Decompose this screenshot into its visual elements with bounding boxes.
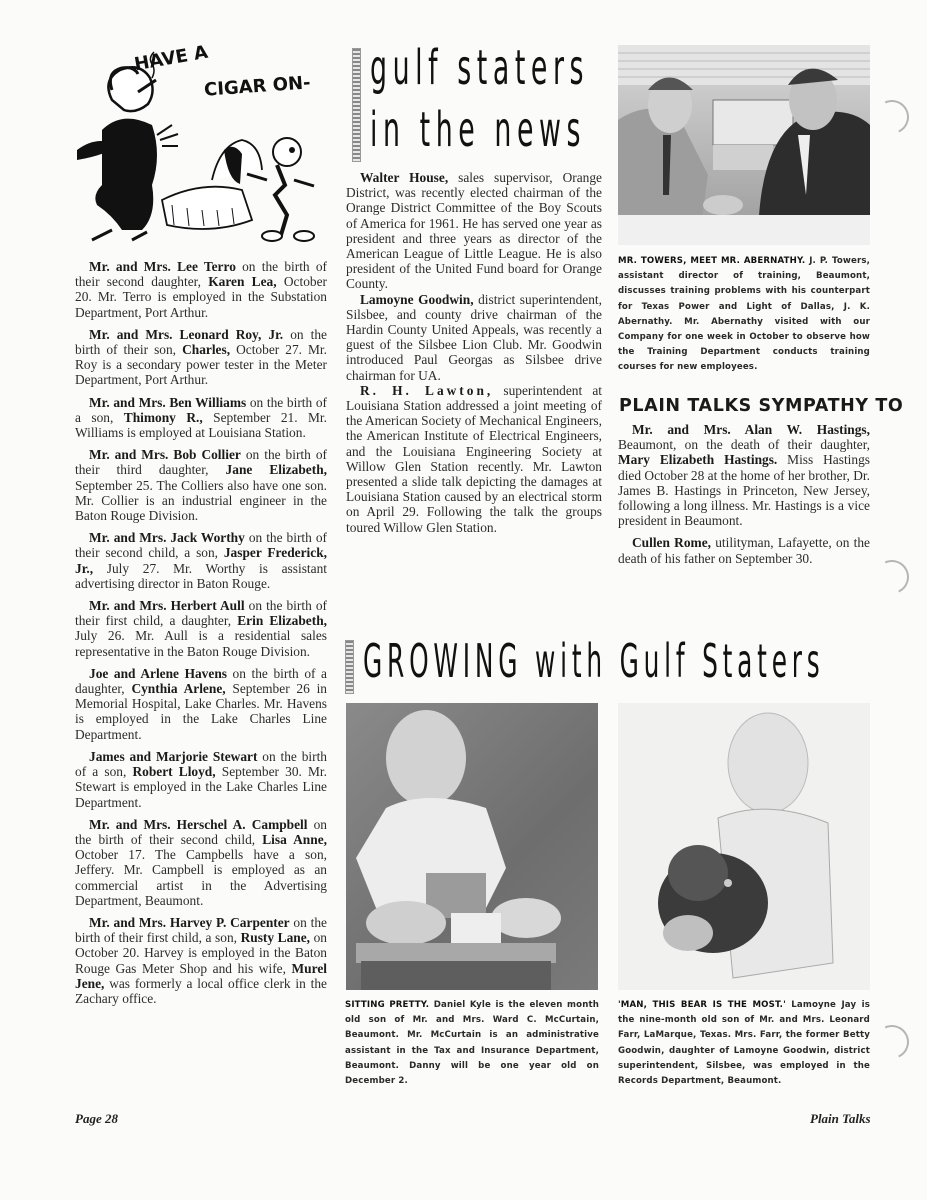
baby-on-chair-photo-icon [346, 703, 598, 990]
birth-announcement: James and Marjorie Stewart on the birth of a son, Robert Lloyd, September 30. Mr. Stewart is employed in the Lake Charles Line Department. [75, 748, 327, 810]
birth-announcement: Joe and Arlene Havens on the birth of a daughter, Cynthia Arlene, September 26 in Memorial Hospital, Lake Charles. Mr. Havens is employed in the Lake Charles Line Department. [75, 665, 327, 742]
growing-decorative-bar [345, 640, 354, 694]
cartoon-illustration [72, 40, 332, 250]
birth-announcement: Mr. and Mrs. Herschel A. Campbell on the birth of their second child, Lisa Anne, October 17. The Campbells have a son, Jeffery. Mr. Campbell is employed as an commercial artist in the Advertising Department, Beaumont. [75, 816, 327, 908]
birth-announcement: Mr. and Mrs. Harvey P. Carpenter on the birth of their first child, a son, Rusty Lane, on October 20. Harvey is employed in the Baton Rouge Gas Meter Shop and his wife, Murel Jene, was formerly a local office clerk in the Zachary office. [75, 914, 327, 1006]
baby-photo-sitting-pretty [346, 703, 598, 990]
towers-abernathy-photo [618, 45, 870, 245]
page-number: Page 28 [75, 1111, 118, 1126]
binder-hole-mark [870, 95, 914, 139]
news-item: Lamoyne Goodwin, district superintendent, Silsbee, and county drive chairman of the Hardin County United Appeals, was recently a guest of the Silsbee Lion Club. Mr. Goodwin introduced Paul Georgas as Silsbee drive chairman for UA. [346, 291, 602, 383]
publication-name: Plain Talks [810, 1111, 871, 1126]
cartoon-title-line1: HAVE A [132, 41, 210, 76]
sympathy-heading: PLAIN TALKS SYMPATHY TO [619, 396, 904, 416]
news-title-line1: gulf staters [370, 40, 590, 96]
binder-hole-mark [870, 555, 914, 599]
birth-announcement: Mr. and Mrs. Lee Terro on the birth of their second daughter, Karen Lea, October 20. Mr. Terro is employed in the Substation Department, Port Arthur. [75, 259, 327, 320]
news-column [346, 170, 602, 535]
binder-hole-mark [870, 1020, 914, 1064]
birth-announcement: Mr. and Mrs. Leonard Roy, Jr. on the birth of their son, Charles, October 27. Mr. Roy is a secondary power tester in the Meter Department, Port Arthur. [75, 326, 328, 388]
news-title-line2: in the news [370, 102, 587, 158]
sympathy-item: Mr. and Mrs. Alan W. Hastings, Beaumont, on the death of their daughter, Mary Elizabeth Hastings. Miss Hastings died October 28 at the home of her brother, Dr. James B. Hastings in Princeton, New Jersey, following a long illness. Mr. Hastings is a vice president in Beaumont. [618, 422, 870, 529]
headline-decorative-bar [352, 48, 361, 162]
cartoon-title-line2: CIGAR ON- [203, 72, 312, 101]
news-item: R. H. Lawton, superintendent at Louisiana Station addressed a joint meeting of the American Society of Mechanical Engineers, the American Institute of Electrical Engineers, and the Louisiana Engineering Society at Willow Glen Station recently. Mr. Lawton presented a slide talk depicting the damages at Louisiana Station caused by an electrical storm on April 29. Following the talk the groups toured Willow Glen Station. [346, 382, 602, 535]
baby-with-teddy-bear-photo-icon [618, 703, 870, 990]
sitting-pretty-caption: SITTING PRETTY. Daniel Kyle is the eleven month old son of Mr. and Mrs. Ward C. McCurtain, Beaumont. Mr. McCurtain is an administrative assistant in the Tax and Insurance Department, Beaumont. Danny will be one year old on December 2. [345, 1000, 600, 1087]
births-column [75, 259, 327, 1006]
bear-photo-caption: 'MAN, THIS BEAR IS THE MOST.' Lamoyne Jay is the nine-month old son of Mr. and Mrs. Leonard Farr, LaMarque, Texas. Mrs. Farr, the former Betty Goodwin, daughter of Lamoyne Goodwin, district superintendent, Silsbee, was employed in the Records Department, Beaumont. [618, 1000, 870, 1087]
cartoon-father-baby-cigar-icon [72, 40, 332, 250]
sympathy-item: Cullen Rome, utilityman, Lafayette, on the death of his father on September 30. [618, 535, 870, 566]
birth-announcement: Mr. and Mrs. Ben Williams on the birth of a son, Thimony R., September 21. Mr. Williams is employed at Louisiana Station. [75, 394, 327, 441]
two-men-talking-photo-icon [618, 45, 870, 245]
birth-announcement: Mr. and Mrs. Bob Collier on the birth of their third daughter, Jane Elizabeth, September 25. The Colliers also have one son. Mr. Collier is an industrial engineer in the Baton Rouge Division. [75, 447, 327, 524]
towers-photo-caption: MR. TOWERS, MEET MR. ABERNATHY. J. P. Towers, assistant director of training, Beaumont, discusses training problems with his counterpart for Texas Power and Light of Dallas, J. K. Abernathy. Mr. Abernathy visited with our Company for one week in October to observe how the Training Department conducts training courses for new employees. [618, 256, 871, 373]
birth-announcement: Mr. and Mrs. Jack Worthy on the birth of their second child, a son, Jasper Frederick, Jr., July 27. Mr. Worthy is assistant advertising director in Baton Rouge. [75, 530, 327, 591]
sympathy-column [618, 422, 870, 566]
news-item: Walter House, sales supervisor, Orange District, was recently elected chairman of the Orange District Committee of the Boy Scouts of America for 1961. He has served one year as president and three years as director of the American League of Little League. He is also president of the United Fund board for Orange County. [346, 170, 602, 292]
birth-announcement: Mr. and Mrs. Herbert Aull on the birth of their first child, a daughter, Erin Elizabeth, July 26. Mr. Aull is a residential sales representative in the Baton Rouge Division. [75, 598, 327, 659]
baby-photo-with-bear [618, 703, 870, 990]
growing-title: GROWING with Gulf Staters [363, 634, 825, 688]
